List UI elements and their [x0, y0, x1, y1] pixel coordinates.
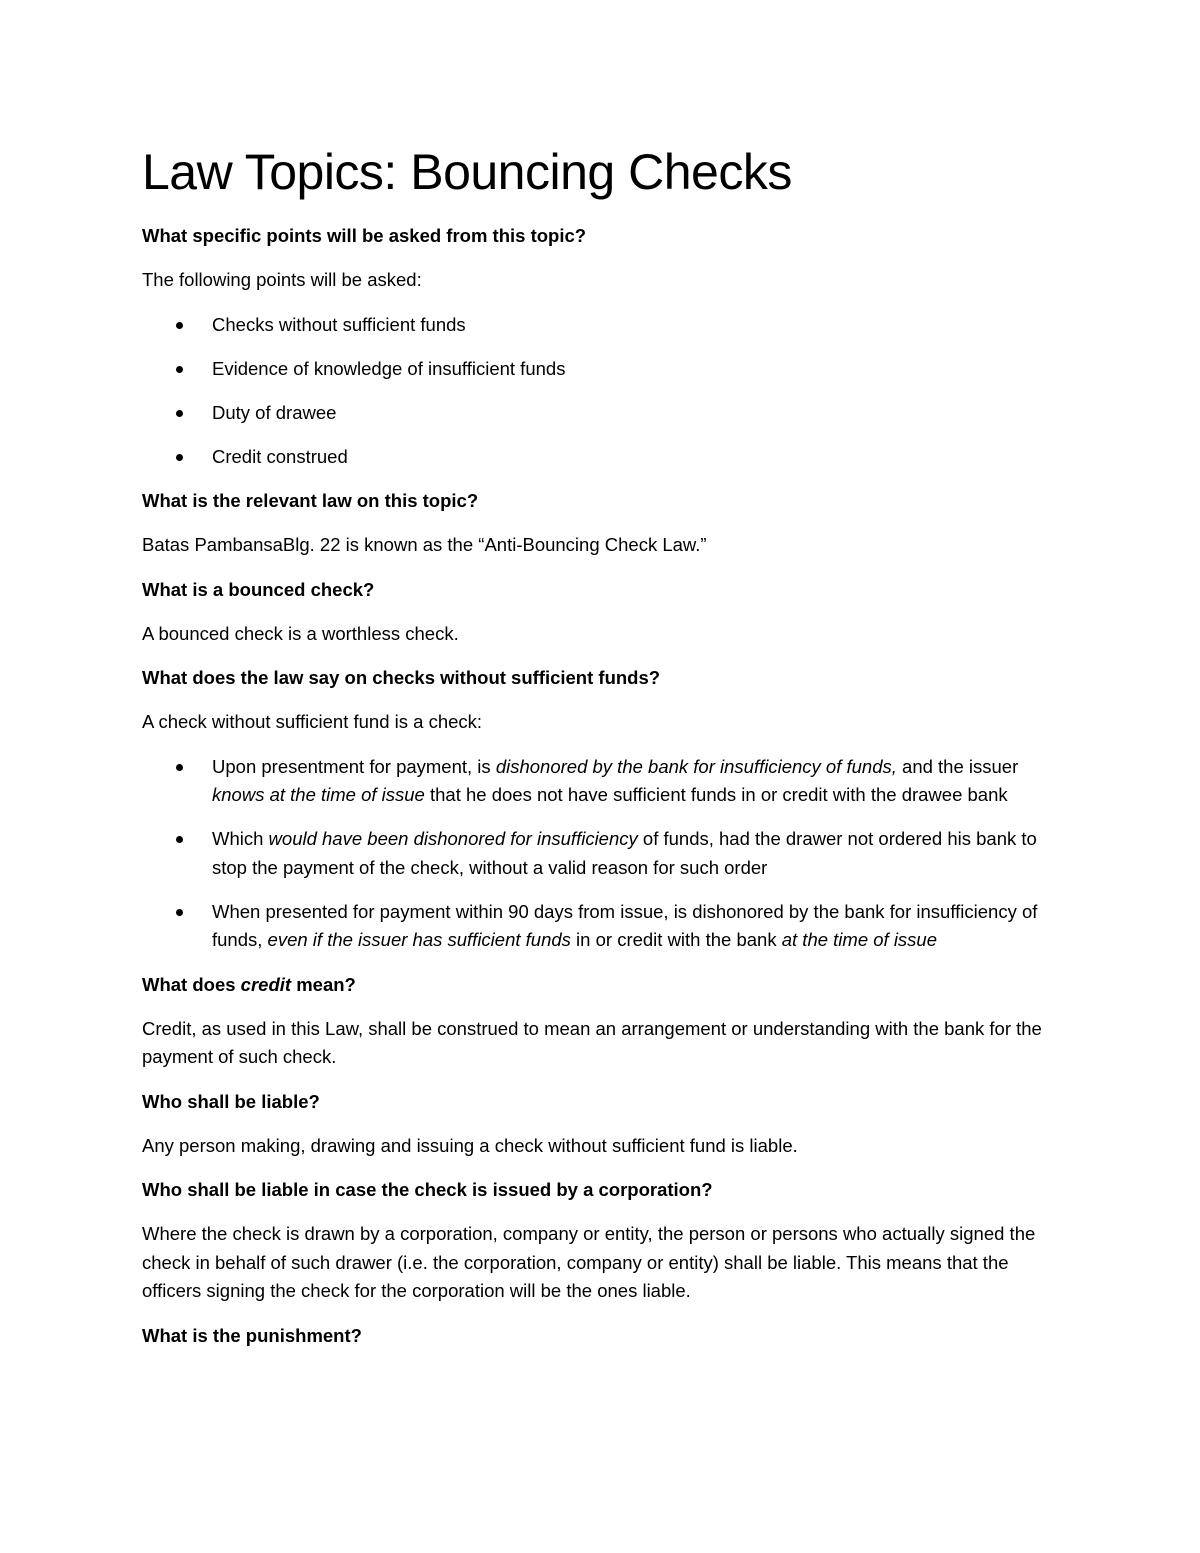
bullet-icon — [176, 366, 183, 373]
question-who-liable: Who shall be liable? — [142, 1090, 320, 1112]
answer-who-liable: Any person making, drawing and issuing a check without sufficient fund is liable. — [142, 1134, 798, 1156]
conditions-list — [142, 753, 1060, 955]
list-item-text: Checks without sufficient funds — [212, 313, 466, 335]
question-relevant-law: What is the relevant law on this topic? — [142, 490, 479, 511]
bullet-icon — [176, 322, 183, 329]
bullet-icon — [176, 764, 183, 771]
list-item-text: Evidence of knowledge of insufficient funds — [212, 357, 566, 379]
question-law-on-insufficient-funds: What does the law say on checks without sufficient funds? — [142, 667, 661, 688]
list-item — [142, 443, 1060, 472]
list-item — [142, 355, 1060, 384]
answer-specific-points: The following points will be asked: — [142, 269, 422, 290]
answer-law-on-insufficient-funds: A check without sufficient fund is a check: — [142, 711, 483, 732]
bullet-icon — [176, 909, 183, 916]
list-item-text: Duty of drawee — [212, 401, 337, 423]
list-item — [142, 898, 1060, 955]
question-corporation-liable: Who shall be liable in case the check is issued by a corporation? — [142, 1179, 713, 1200]
list-item — [142, 399, 1060, 428]
answer-relevant-law: Batas PambansaBlg. 22 is known as the “Anti-Bouncing Check Law.” — [142, 534, 707, 555]
bullet-icon — [176, 410, 183, 417]
document-title: Law Topics: Bouncing Checks — [142, 144, 792, 200]
list-item-text: When presented for payment within 90 days from issue, is dishonored by the bank for insufficiency of funds, even if the issuer has sufficient funds in or credit with the bank at the time of issue — [212, 900, 1038, 950]
question-credit-meaning: What does credit mean? — [142, 973, 356, 995]
list-item — [142, 753, 1060, 810]
list-item-text: Credit construed — [212, 445, 348, 467]
bullet-icon — [176, 836, 183, 843]
question-punishment: What is the punishment? — [142, 1324, 362, 1346]
list-item — [142, 825, 1060, 882]
points-list — [142, 311, 1060, 472]
list-item — [142, 311, 1060, 340]
question-bounced-check: What is a bounced check? — [142, 578, 375, 600]
question-specific-points: What specific points will be asked from this topic? — [142, 225, 587, 246]
list-item-text: Which would have been dishonored for insufficiency of funds, had the drawer not ordered his bank to stop the payment of the check, without a valid reason for such order — [212, 828, 1037, 878]
bullet-icon — [176, 454, 183, 461]
answer-credit-meaning: Credit, as used in this Law, shall be construed to mean an arrangement or understanding with the bank for the payment of such check. — [142, 1017, 1042, 1067]
answer-corporation-liable: Where the check is drawn by a corporation, company or entity, the person or persons who actually signed the check in behalf of such drawer (i.e. the corporation, company or entity) shall be liable. This means that the officers signing the check for the corporation will be the ones liable. — [142, 1223, 1036, 1301]
list-item-text: Upon presentment for payment, is dishonored by the bank for insufficiency of funds, and the issuer knows at the time of issue that he does not have sufficient funds in or credit with the drawee bank — [212, 755, 1019, 805]
answer-bounced-check: A bounced check is a worthless check. — [142, 622, 459, 644]
